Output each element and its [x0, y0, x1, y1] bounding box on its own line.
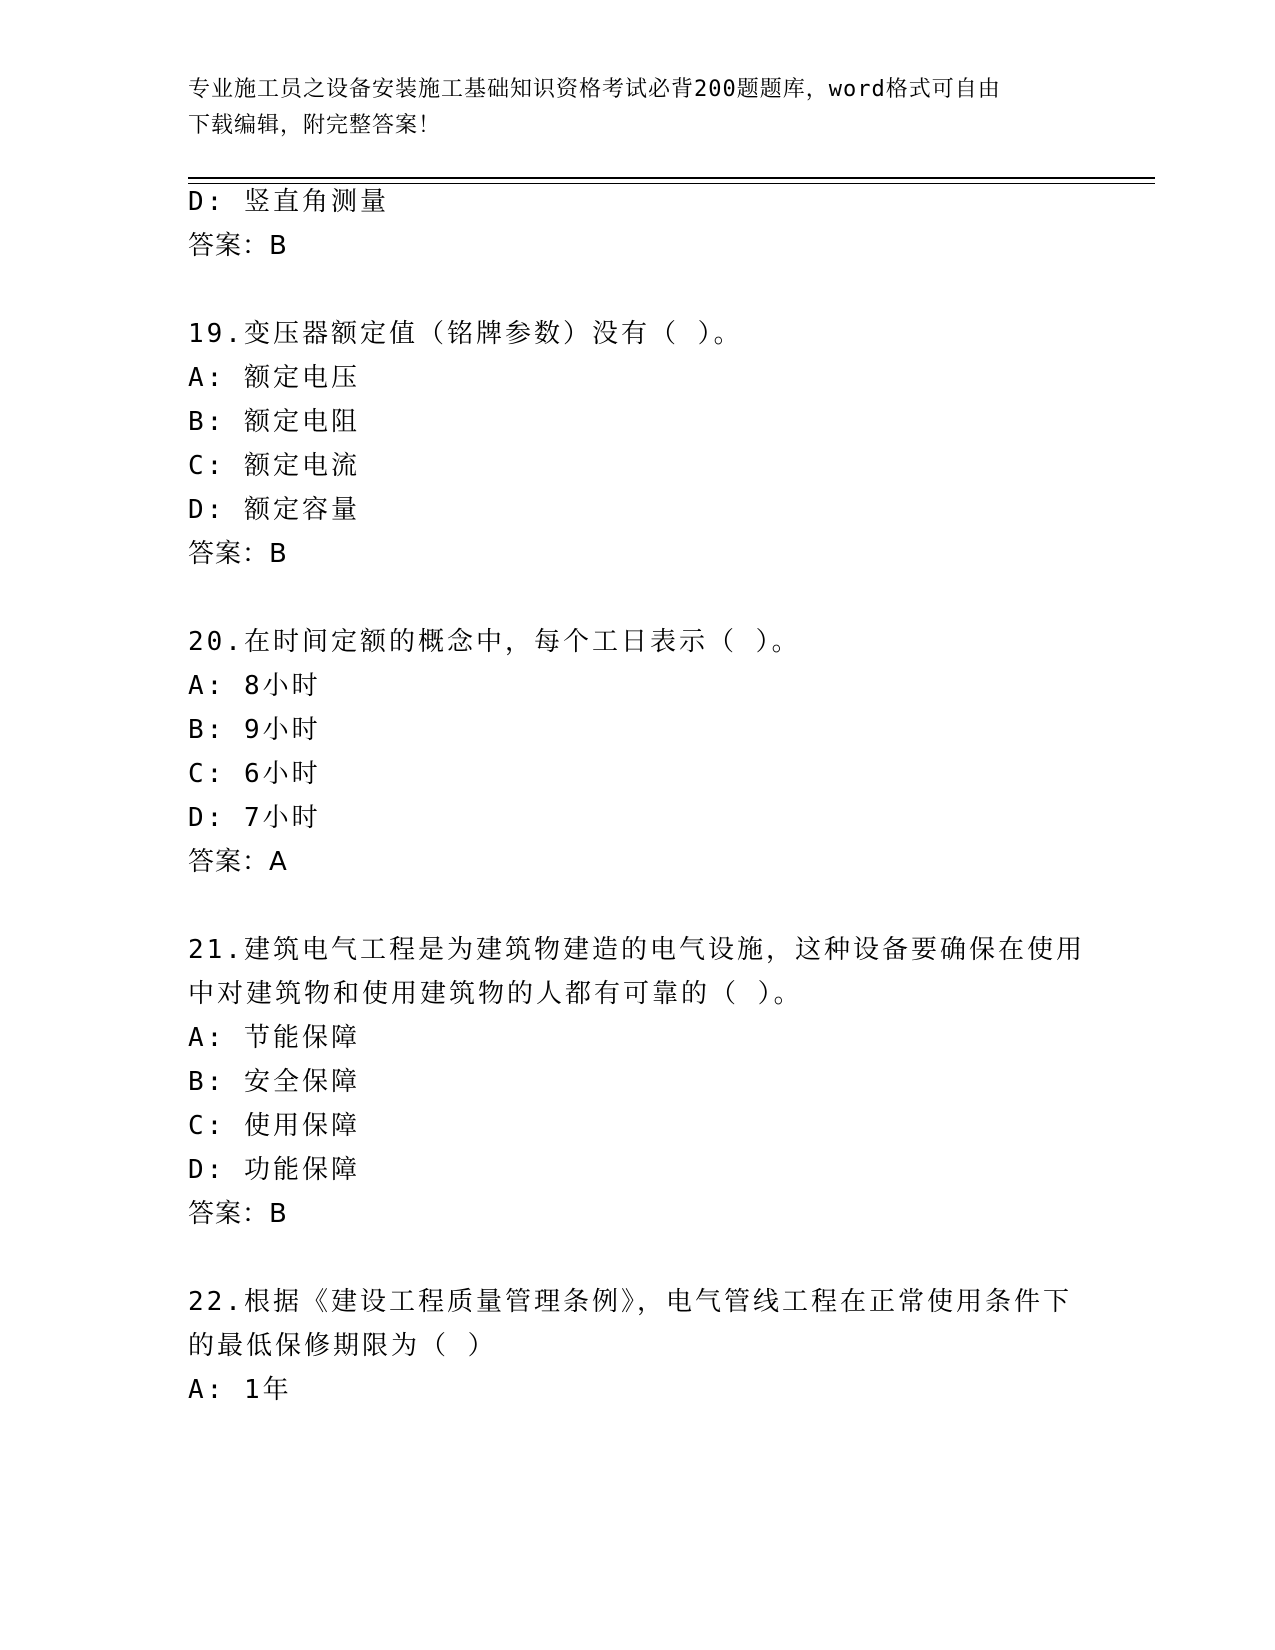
- question-21-option-b: B: 安全保障: [188, 1067, 360, 1097]
- question-20-option-d: D: 7小时: [188, 803, 321, 833]
- document-header: [188, 72, 1088, 144]
- question-19-stem: 19.变压器额定值（铭牌参数）没有（ ）。: [188, 319, 743, 349]
- question-22-option-a: A: 1年: [188, 1375, 292, 1405]
- question-19-option-b: B: 额定电阻: [188, 407, 360, 437]
- question-20-option-a: A: 8小时: [188, 671, 321, 701]
- question-20-option-b: B: 9小时: [188, 715, 321, 745]
- question-19-option-d: D: 额定容量: [188, 495, 360, 525]
- prev-question-option-d: D: 竖直角测量: [188, 187, 389, 217]
- question-19-option-c: C: 额定电流: [188, 451, 360, 481]
- question-21-stem-line-1: 21.建筑电气工程是为建筑物建造的电气设施，这种设备要确保在使用: [188, 935, 1085, 965]
- question-21-stem-line-2: 中对建筑物和使用建筑物的人都有可靠的（ ）。: [188, 979, 803, 1009]
- question-21-option-d: D: 功能保障: [188, 1155, 360, 1185]
- question-20-option-c: C: 6小时: [188, 759, 321, 789]
- prev-question-answer: 答案：B: [188, 231, 288, 261]
- header-divider-thick: [188, 177, 1155, 179]
- header-title-line-1: 专业施工员之设备安装施工基础知识资格考试必背200题题库，word格式可自由: [188, 77, 1001, 102]
- question-21-answer: 答案：B: [188, 1199, 288, 1229]
- question-22-stem-line-1: 22.根据《建设工程质量管理条例》，电气管线工程在正常使用条件下: [188, 1287, 1072, 1317]
- question-21-option-a: A: 节能保障: [188, 1023, 360, 1053]
- question-21-option-c: C: 使用保障: [188, 1111, 360, 1141]
- question-19-option-a: A: 额定电压: [188, 363, 360, 393]
- question-22-stem-line-2: 的最低保修期限为（ ）: [188, 1331, 497, 1361]
- question-20-stem: 20.在时间定额的概念中，每个工日表示（ ）。: [188, 627, 801, 657]
- question-19-answer: 答案：B: [188, 539, 288, 569]
- header-title-line-2: 下载编辑，附完整答案！: [188, 113, 442, 138]
- question-20-answer: 答案：A: [188, 847, 288, 877]
